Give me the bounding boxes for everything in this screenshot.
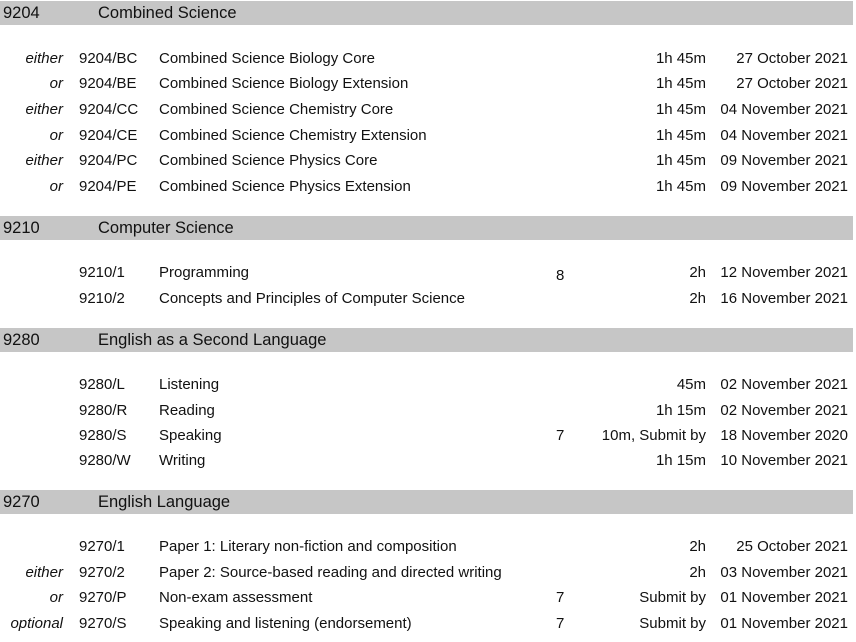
component-code: 9270/S (79, 615, 127, 632)
option-label: or (49, 178, 63, 195)
duration: 1h 45m (655, 75, 706, 92)
component-code: 9270/1 (79, 538, 125, 555)
component-code: 9210/2 (79, 290, 125, 307)
component-code: 9204/CE (79, 127, 138, 144)
duration: 2h (689, 264, 706, 281)
option-label: or (49, 127, 63, 144)
duration: 1h 45m (655, 127, 706, 144)
exam-date: 02 November 2021 (720, 376, 848, 393)
section-title: English as a Second Language (98, 331, 327, 349)
option-label: optional (10, 615, 63, 632)
exam-date: 02 November 2021 (720, 402, 848, 419)
component-name: Combined Science Physics Core (159, 152, 378, 169)
component-name: Combined Science Chemistry Extension (159, 127, 427, 144)
duration: 1h 45m (655, 178, 706, 195)
duration: 1h 45m (655, 101, 706, 118)
duration: 2h (689, 290, 706, 307)
component-name: Speaking (159, 427, 222, 444)
component-code: 9204/CC (79, 101, 139, 118)
duration: 1h 15m (655, 452, 706, 469)
table-row (0, 615, 856, 637)
mark-value: 7 (556, 589, 565, 606)
option-label: either (25, 152, 63, 169)
component-code: 9204/PC (79, 152, 138, 169)
exam-date: 16 November 2021 (720, 290, 848, 307)
duration: 45m (676, 376, 706, 393)
component-code: 9280/W (79, 452, 131, 469)
component-code: 9280/L (79, 376, 125, 393)
component-name: Combined Science Chemistry Core (159, 101, 394, 118)
option-label: either (25, 564, 63, 581)
component-name: Reading (159, 402, 215, 419)
exam-date: 09 November 2021 (720, 152, 848, 169)
component-code: 9270/2 (79, 564, 125, 581)
table-row (0, 178, 856, 200)
component-name: Writing (159, 452, 206, 469)
option-label: either (25, 50, 63, 67)
duration: 1h 45m (655, 152, 706, 169)
section-header (0, 328, 853, 352)
duration: 1h 45m (655, 50, 706, 67)
table-row (0, 538, 856, 560)
component-name: Programming (159, 264, 250, 281)
component-name: Combined Science Biology Extension (159, 75, 409, 92)
table-row (0, 376, 856, 398)
exam-date: 04 November 2021 (720, 101, 848, 118)
component-code: 9204/PE (79, 178, 137, 195)
component-code: 9204/BC (79, 50, 138, 67)
table-row (0, 101, 856, 123)
duration: 2h (689, 564, 706, 581)
section-header (0, 1, 853, 25)
mark-value: 8 (556, 267, 565, 284)
exam-date: 12 November 2021 (720, 264, 848, 281)
exam-date: 01 November 2021 (720, 589, 848, 606)
table-row (0, 290, 856, 312)
option-label: either (25, 101, 63, 118)
table-row (0, 452, 856, 474)
component-code: 9270/P (79, 589, 127, 606)
exam-date: 27 October 2021 (736, 50, 848, 67)
component-name: Paper 2: Source-based reading and directed writing (159, 564, 502, 581)
exam-date: 09 November 2021 (720, 178, 848, 195)
duration: 10m, Submit by (601, 427, 706, 444)
exam-date: 10 November 2021 (720, 452, 848, 469)
section-header (0, 216, 853, 240)
component-name: Combined Science Biology Core (159, 50, 375, 67)
option-label: or (49, 589, 63, 606)
exam-date: 25 October 2021 (736, 538, 848, 555)
table-row (0, 264, 856, 286)
section-code: 9210 (3, 219, 40, 237)
exam-date: 18 November 2020 (720, 427, 848, 444)
exam-date: 27 October 2021 (736, 75, 848, 92)
table-row (0, 564, 856, 586)
component-code: 9280/S (79, 427, 127, 444)
option-label: or (49, 75, 63, 92)
table-row (0, 589, 856, 611)
duration: 1h 15m (655, 402, 706, 419)
exam-date: 03 November 2021 (720, 564, 848, 581)
section-code: 9204 (3, 4, 40, 22)
duration: Submit by (639, 615, 706, 632)
duration: 2h (689, 538, 706, 555)
table-row (0, 50, 856, 72)
component-name: Non-exam assessment (159, 589, 313, 606)
section-header (0, 490, 853, 514)
mark-value: 7 (556, 427, 565, 444)
section-code: 9280 (3, 331, 40, 349)
component-code: 9204/BE (79, 75, 137, 92)
table-row (0, 402, 856, 424)
component-name: Paper 1: Literary non-fiction and composition (159, 538, 457, 555)
section-code: 9270 (3, 493, 40, 511)
component-code: 9280/R (79, 402, 128, 419)
table-row (0, 75, 856, 97)
table-row (0, 427, 856, 449)
exam-date: 04 November 2021 (720, 127, 848, 144)
table-row (0, 152, 856, 174)
component-name: Speaking and listening (endorsement) (159, 615, 412, 632)
section-title: English Language (98, 493, 231, 511)
duration: Submit by (639, 589, 706, 606)
exam-date: 01 November 2021 (720, 615, 848, 632)
mark-value: 7 (556, 615, 565, 632)
section-title: Computer Science (98, 219, 234, 237)
component-code: 9210/1 (79, 264, 125, 281)
table-row (0, 127, 856, 149)
component-name: Combined Science Physics Extension (159, 178, 411, 195)
component-name: Concepts and Principles of Computer Science (159, 290, 465, 307)
component-name: Listening (159, 376, 220, 393)
section-title: Combined Science (98, 4, 237, 22)
